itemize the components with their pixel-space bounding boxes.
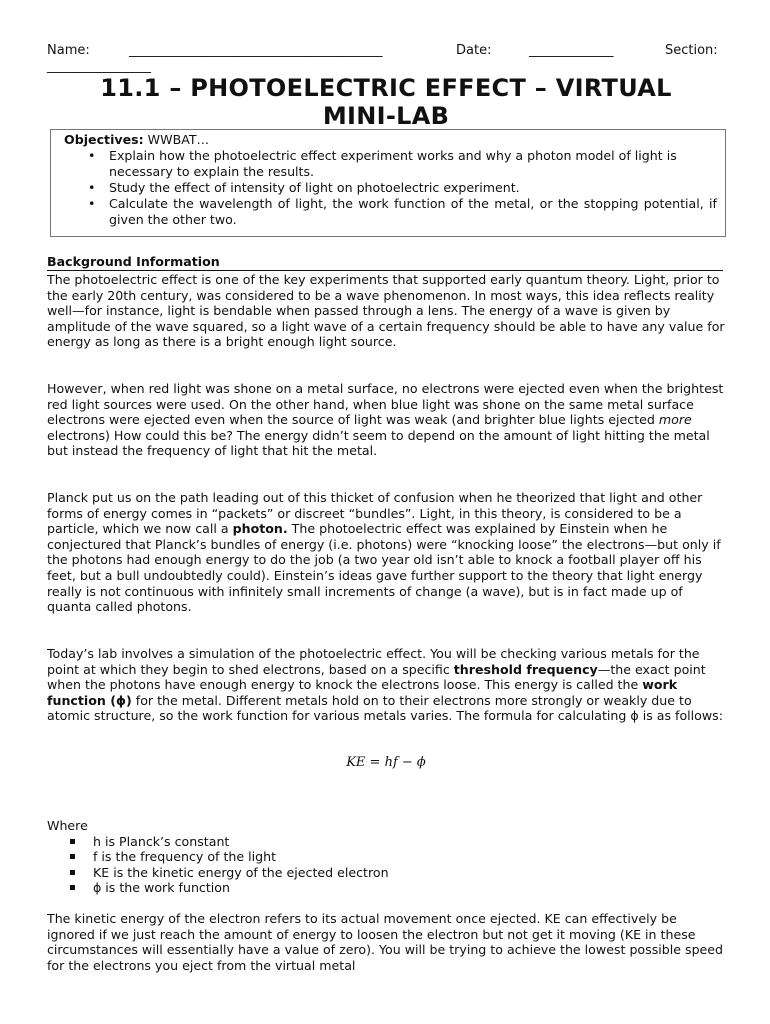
definition-item: f is the frequency of the light xyxy=(93,849,725,865)
bold-term-work-function: work function (ϕ) xyxy=(47,677,678,708)
date-label: Date: xyxy=(456,43,492,58)
objectives-label: Objectives: xyxy=(64,132,144,147)
page-title xyxy=(47,74,725,130)
background-paragraph-2 xyxy=(47,381,725,459)
student-info-line xyxy=(47,42,725,60)
closing-paragraph xyxy=(47,911,725,973)
objective-item: • Explain how the photoelectric effect experiment works and why a photon model of light is necessary to explain the results. xyxy=(109,148,717,180)
background-paragraph-1 xyxy=(47,272,725,350)
text-run: However, when red light was shone on a metal surface, no electrons were ejected even when the brightest red light sources were used. On the other hand, when blue light was shone on the same metal surface electrons were ejected even when the source of light was weak (and brighter blue lights ejected xyxy=(47,381,724,428)
text-run: The photoelectric effect was explained by Einstein when he conjectured that Planck’s bundles of energy (i.e. photons) were “knocking loose” the electrons—but only if the photons had enough energy to do the job (a two year old isn’t able to knock a football player off his feet, but a bull undoubtedly could). Einstein’s ideas gave further support to the theory that light energy really is not continuous with infinitely small increments of change (a wave), but is in fact made up of quanta called photons. xyxy=(47,521,721,615)
text-run: for the metal. Different metals hold on to their electrons more strongly or weakly due to atomic structure, so the work function for various metals varies. The formula for calculating ϕ is as follows: xyxy=(47,692,723,724)
title-line-2: MINI-LAB xyxy=(322,102,450,130)
section-blank: ________________ xyxy=(47,59,151,74)
where-label: Where xyxy=(47,818,88,833)
objectives-box xyxy=(50,129,726,237)
name-blank: _______________________________________ xyxy=(129,43,383,58)
text-run: Today’s lab involves a simulation of the photoelectric effect. You will be checking various metals for the point at which they begin to shed electrons, based on a specific xyxy=(47,646,700,677)
paragraph-text xyxy=(47,490,725,615)
paragraph-text xyxy=(47,646,725,724)
objectives-heading xyxy=(64,132,717,148)
emphasis-text: more xyxy=(658,412,692,428)
bold-term-photon: photon. xyxy=(232,521,288,537)
text-run: —the exact point when the photons have enough energy to knock the electrons loose. This energy is called the xyxy=(47,661,706,693)
background-heading: Background Information xyxy=(47,254,723,271)
definition-item: h is Planck’s constant xyxy=(93,834,725,850)
date-blank: _____________ xyxy=(529,43,614,58)
bold-term-threshold-frequency: threshold frequency xyxy=(453,661,598,677)
objective-item: • Calculate the wavelength of light, the work function of the metal, or the stopping potential, if given the other two. xyxy=(109,196,717,228)
objectives-intro: WWBAT… xyxy=(143,132,210,147)
title-line-1: 11.1 – PHOTOELECTRIC EFFECT – VIRTUAL xyxy=(100,74,672,102)
definition-item: KE is the kinetic energy of the ejected electron xyxy=(93,865,725,881)
name-label: Name: xyxy=(47,43,90,58)
section-label: Section: xyxy=(665,43,718,58)
definition-item: ϕ is the work function xyxy=(93,880,725,896)
work-function-formula: KE = hf − ϕ xyxy=(346,755,426,770)
objectives-list xyxy=(64,148,717,228)
background-paragraph-3 xyxy=(47,490,725,615)
paragraph-text xyxy=(47,381,725,459)
paragraph-text: The kinetic energy of the electron refers to its actual movement once ejected. KE can effectively be ignored if we just reach the amount of energy to loosen the electron but not get it moving (KE in these circumstances will essentially have a value of zero). You will be trying to achieve the lowest possible speed for the electrons you eject from the virtual metal xyxy=(47,911,724,973)
variable-definitions xyxy=(47,818,725,896)
text-run: electrons) How could this be? The energy didn’t seem to depend on the amount of light hitting the metal but instead the frequency of light that hit the metal. xyxy=(47,427,710,459)
objective-item: • Study the effect of intensity of light on photoelectric experiment. xyxy=(109,180,717,196)
text-run: Planck put us on the path leading out of this thicket of confusion when he theorized that light and other forms of energy comes in “packets” or discreet “bundles”. Light, in this theory, is considered to be a particle, which we now call a xyxy=(47,490,703,537)
background-paragraph-4 xyxy=(47,646,725,724)
definitions-list xyxy=(47,834,725,896)
paragraph-text: The photoelectric effect is one of the key experiments that supported early quantum theory. Light, prior to the early 20th century, was considered to be a wave phenomenon. In most ways, this idea reflects reality well—for instance, light is bendable when passed through a lens. The energy of a wave is given by amplitude of the wave squared, so a light wave of a certain frequency should be able to have any value for energy as long as there is a bright enough light source. xyxy=(47,272,725,350)
